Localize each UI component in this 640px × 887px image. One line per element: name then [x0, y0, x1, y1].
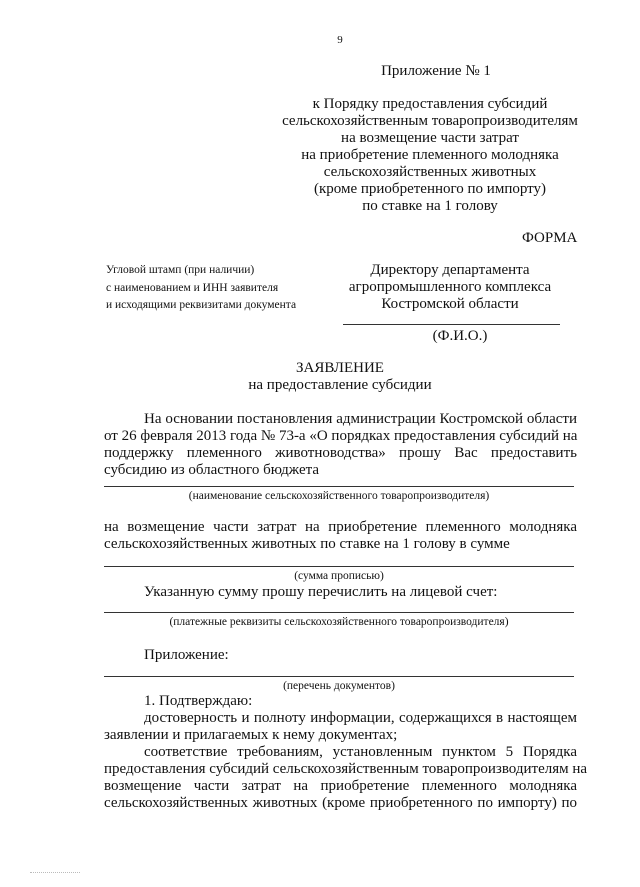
appendix-line: (кроме приобретенного по импорту)	[313, 181, 547, 197]
addressee-line: Директору департамента	[370, 262, 530, 278]
text-line: соответствие требованиям, установленным пунктом 5 Порядка	[144, 744, 577, 760]
text-line: сельскохозяйственных животных (кроме приобретенного по импорту) по	[104, 795, 577, 811]
text-line: достоверность и полноту информации, содержащихся в настоящем	[144, 710, 577, 726]
text-line: поддержку племенного животноводства» прошу Вас предоставить	[104, 445, 577, 461]
text-line: предоставления субсидий сельскохозяйственным товаропроизводителям на	[104, 761, 588, 777]
amount-blank	[104, 566, 574, 567]
statement-subtitle: на предоставление субсидии	[248, 377, 432, 393]
requisites-blank	[104, 612, 574, 613]
text-line: возмещение части затрат на приобретение племенного молодняка	[104, 778, 577, 794]
scan-artifact	[30, 872, 80, 873]
appendix-line: к Порядку предоставления субсидий	[312, 96, 548, 112]
stamp-line: и исходящими реквизитами документа	[106, 299, 297, 311]
addressee-line: агропромышленного комплекса	[348, 279, 552, 295]
stamp-line: Угловой штамп (при наличии)	[106, 264, 255, 276]
page-number: 9	[337, 34, 343, 46]
text-line: от 26 февраля 2013 года № 73-а «О порядках предоставления субсидий на	[104, 428, 578, 444]
account-request: Указанную сумму прошу перечислить на лицевой счет:	[144, 584, 498, 600]
text-line: на возмещение части затрат на приобретение племенного молодняка	[104, 519, 577, 535]
confirm-title: 1. Подтверждаю:	[144, 693, 253, 709]
text-line: На основании постановления администрации Костромской области	[144, 411, 577, 427]
appendix-line: по ставке на 1 голову	[362, 198, 498, 214]
appendix-line: сельскохозяйственным товаропроизводителям	[282, 113, 578, 129]
producer-name-blank	[104, 486, 574, 487]
producer-name-caption: (наименование сельскохозяйственного товаропроизводителя)	[188, 490, 490, 502]
form-label: ФОРМА	[522, 230, 578, 246]
amount-caption: (сумма прописью)	[294, 570, 384, 582]
fio-blank-line	[343, 324, 560, 325]
appendix-line: сельскохозяйственных животных	[323, 164, 537, 180]
addressee-line: Костромской области	[381, 296, 519, 312]
requisites-caption: (платежные реквизиты сельскохозяйственного товаропроизводителя)	[169, 616, 509, 628]
appendix-line: на возмещение части затрат	[341, 130, 519, 146]
fio-caption: (Ф.И.О.)	[432, 328, 488, 344]
statement-title: ЗАЯВЛЕНИЕ	[296, 360, 384, 376]
text-line: сельскохозяйственных животных по ставке на 1 голову в сумме	[104, 536, 510, 552]
text-line: заявлении и прилагаемых к нему документах;	[104, 727, 398, 743]
documents-caption: (перечень документов)	[283, 680, 395, 692]
appendix-title: Приложение № 1	[381, 63, 491, 79]
stamp-line: с наименованием и ИНН заявителя	[106, 282, 279, 294]
appendix-line: на приобретение племенного молодняка	[301, 147, 559, 163]
text-line: субсидию из областного бюджета	[104, 462, 319, 478]
attachment-label: Приложение:	[144, 647, 229, 663]
documents-blank	[104, 676, 574, 677]
